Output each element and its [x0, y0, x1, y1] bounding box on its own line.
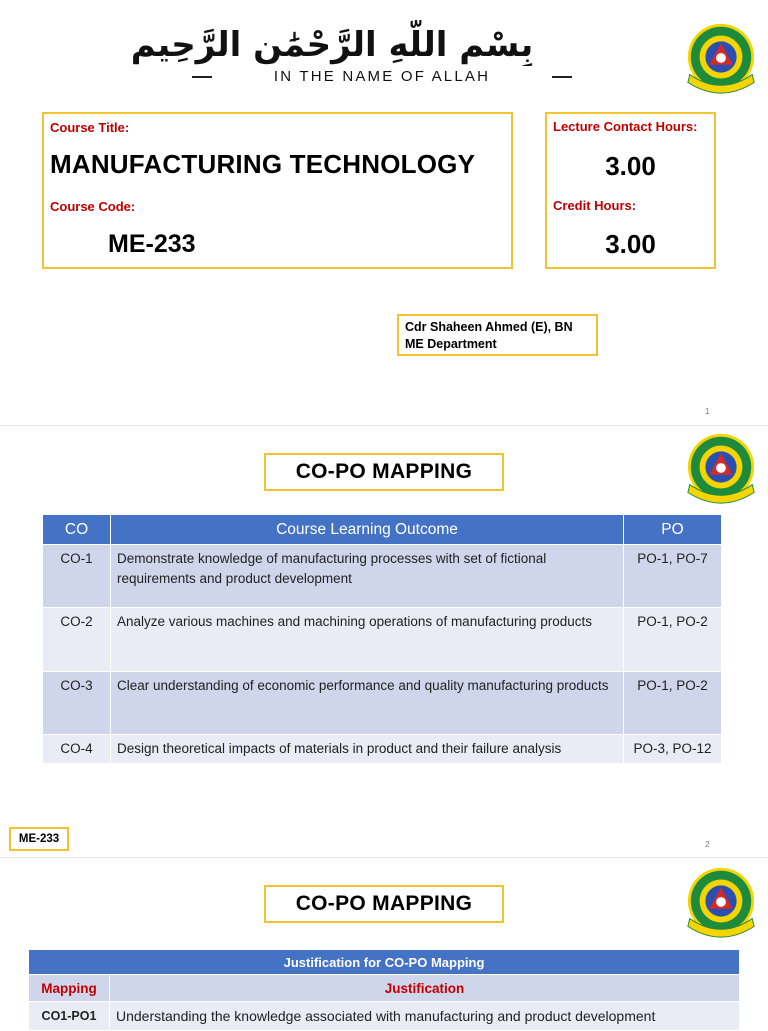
svg-text:بِسْمِ اللَّهِ الرَّحْمَٰنِ ال: بِسْمِ اللَّهِ الرَّحْمَٰنِ الرَّحِيمِ: [130, 25, 534, 65]
col-header-co: CO: [43, 515, 111, 545]
lecture-hours-value: 3.00: [605, 151, 656, 181]
co-po-table: [42, 514, 722, 764]
course-code: ME-233: [108, 230, 196, 258]
page-number: 1: [705, 407, 710, 416]
po-cell: PO-1, PO-7: [624, 545, 722, 608]
table-row: [29, 1002, 740, 1031]
table-subheader-row: [29, 975, 740, 1002]
outcome-cell: Analyze various machines and machining operations of manufacturing products: [111, 608, 624, 672]
institution-logo-icon: [682, 862, 760, 940]
course-info-box: [42, 112, 513, 269]
outcome-cell: Clear understanding of economic performance and quality manufacturing products: [111, 672, 624, 735]
co-cell: CO-3: [43, 672, 111, 735]
banner-rule-left: [192, 76, 212, 78]
justification-cell: Understanding the knowledge associated with manufacturing and product development: [110, 1002, 740, 1031]
table-header-row: [43, 515, 722, 545]
co-cell: CO-2: [43, 608, 111, 672]
po-cell: PO-3, PO-12: [624, 735, 722, 764]
mapping-cell: CO1-PO1: [29, 1002, 110, 1031]
table-header-row: [29, 950, 740, 975]
institution-logo-icon: [682, 428, 760, 506]
col-header-outcome: Course Learning Outcome: [111, 515, 624, 545]
instructor-box: [397, 314, 598, 356]
slide-title: CO-PO MAPPING: [264, 453, 504, 491]
institution-logo-icon: [682, 18, 760, 96]
slide-title: CO-PO MAPPING: [264, 885, 504, 923]
course-title-label: Course Title:: [50, 120, 130, 135]
course-title: MANUFACTURING TECHNOLOGY: [50, 149, 476, 179]
table-row: [43, 672, 722, 735]
lecture-hours-label: Lecture Contact Hours:: [553, 119, 698, 134]
col-header-po: PO: [624, 515, 722, 545]
credit-hours-label: Credit Hours:: [553, 198, 637, 213]
col-header-mapping: Mapping: [29, 975, 110, 1002]
po-cell: PO-1, PO-2: [624, 608, 722, 672]
po-cell: PO-1, PO-2: [624, 672, 722, 735]
outcome-cell: Demonstrate knowledge of manufacturing processes with set of fictional requirements and product development: [111, 545, 624, 608]
course-code-label: Course Code:: [50, 199, 136, 214]
slide-1: [0, 0, 768, 425]
slide-divider: [0, 425, 768, 426]
department-name: ME Department: [405, 337, 497, 351]
table-row: [43, 545, 722, 608]
outcome-cell: Design theoretical impacts of materials in product and their failure analysis: [111, 735, 624, 764]
table-row: [43, 608, 722, 672]
justification-table: [28, 949, 740, 1031]
in-the-name-banner: [192, 66, 572, 88]
banner-rule-right: [552, 76, 572, 78]
instructor-name: Cdr Shaheen Ahmed (E), BN: [405, 320, 573, 334]
page-number: 2: [705, 840, 710, 849]
credit-hours-value: 3.00: [605, 229, 656, 259]
slide-divider: [0, 857, 768, 858]
justification-table-title: Justification for CO-PO Mapping: [29, 950, 740, 975]
col-header-justification: Justification: [110, 975, 740, 1002]
table-row: [43, 735, 722, 764]
co-cell: CO-1: [43, 545, 111, 608]
in-the-name-text: IN THE NAME OF ALLAH: [273, 68, 491, 85]
co-cell: CO-4: [43, 735, 111, 764]
course-code-tag: ME-233: [9, 827, 69, 851]
hours-box: [545, 112, 716, 269]
